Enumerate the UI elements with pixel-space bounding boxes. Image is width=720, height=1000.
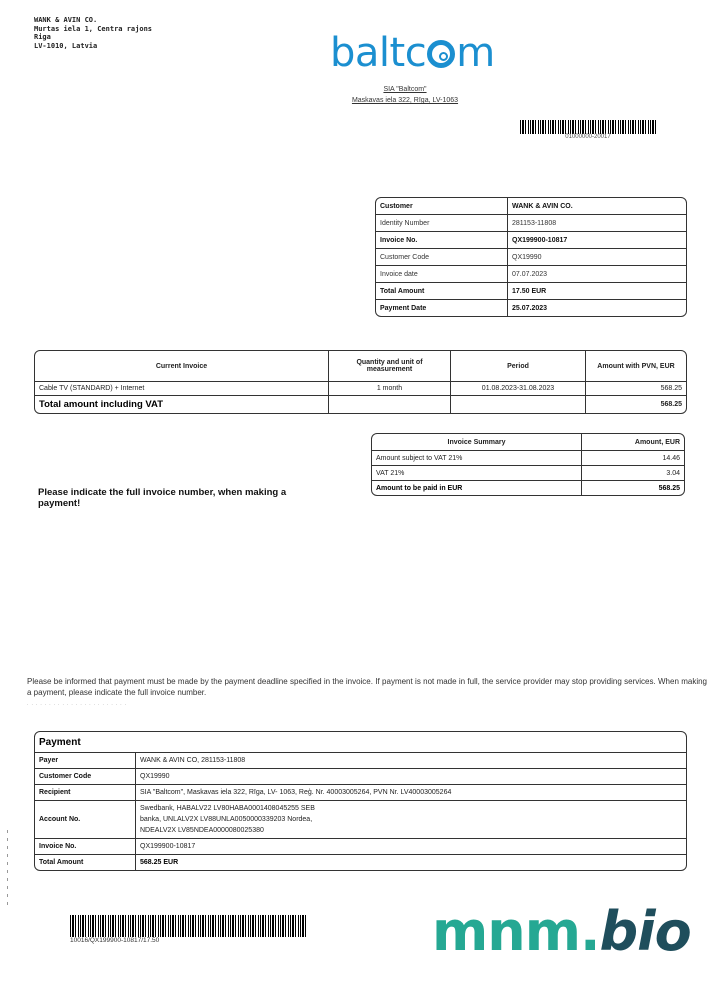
baltcom-logo — [330, 30, 495, 76]
total-amount-value: 568.25 EUR — [136, 855, 687, 871]
info-row — [376, 232, 686, 249]
invoice-info-box — [375, 197, 687, 317]
col-current-invoice: Current Invoice — [35, 351, 329, 382]
info-label: Customer Code — [376, 249, 508, 266]
customer-code-label: Customer Code — [35, 769, 136, 785]
summary-row — [372, 481, 684, 496]
account-value — [136, 801, 687, 839]
total-row — [35, 396, 686, 414]
payer-value: WANK & AVIN CO, 281153-11808 — [136, 753, 687, 769]
logo-o-icon — [427, 40, 455, 68]
summary-row — [372, 466, 684, 481]
col-amount: Amount with PVN, EUR — [586, 351, 687, 382]
invoice-no-label: Invoice No. — [35, 839, 136, 855]
total-amount-label: Total Amount — [35, 855, 136, 871]
info-label: Identity Number — [376, 215, 508, 232]
info-value: 25.07.2023 — [508, 300, 687, 317]
table-row — [35, 382, 686, 396]
current-invoice-box — [34, 350, 687, 414]
table-row — [35, 839, 686, 855]
top-barcode-number: 01000000-20017 — [565, 134, 611, 140]
bottom-barcode — [70, 915, 308, 937]
col-quantity: Quantity and unit of measurement — [329, 351, 451, 382]
service-cell: Cable TV (STANDARD) + Internet — [35, 382, 329, 396]
summary-value: 568.25 — [582, 481, 685, 496]
total-label: Total amount including VAT — [35, 396, 329, 414]
info-value: WANK & AVIN CO. — [508, 198, 687, 215]
amount-cell: 568.25 — [586, 382, 687, 396]
company-address — [330, 84, 480, 106]
sender-line1: Murtas iela 1, Centra rajons — [34, 24, 153, 33]
top-barcode — [520, 120, 656, 134]
info-label: Invoice date — [376, 266, 508, 283]
table-row — [35, 801, 686, 839]
info-row — [376, 266, 686, 283]
summary-row — [372, 451, 684, 466]
watermark-part-a: mnm. — [432, 900, 600, 963]
summary-label: Amount to be paid in EUR — [372, 481, 582, 496]
quantity-cell: 1 month — [329, 382, 451, 396]
info-label: Customer — [376, 198, 508, 215]
info-row — [376, 300, 686, 317]
company-street: Maskavas iela 322, Rīga, LV-1063 — [351, 97, 459, 104]
summary-value: 3.04 — [582, 466, 685, 481]
invoice-info-table — [376, 198, 686, 316]
table-row — [35, 769, 686, 785]
logo-text-part-a: baltc — [330, 30, 427, 76]
account-line: banka, UNLALV2X LV88UNLA0050000339203 Nordea, — [140, 816, 313, 823]
info-value: 17.50 EUR — [508, 283, 687, 300]
info-row — [376, 198, 686, 215]
summary-header: Invoice Summary — [372, 434, 582, 451]
info-label: Invoice No. — [376, 232, 508, 249]
payment-table — [35, 732, 686, 870]
side-margin-marks — [4, 830, 10, 930]
recipient-value: SIA "Baltcom", Maskavas iela 322, Rīga, LV- 1063, Reģ. Nr. 40003005264, PVN Nr. LV40003005264 — [136, 785, 687, 801]
info-value: 281153-11808 — [508, 215, 687, 232]
table-row — [35, 753, 686, 769]
recipient-label: Recipient — [35, 785, 136, 801]
table-row — [35, 855, 686, 871]
watermark-part-b: bio — [599, 900, 691, 963]
invoice-summary-table — [372, 434, 684, 495]
account-label: Account No. — [35, 801, 136, 839]
account-line: NDEALV2X LV85NDEA0000080025380 — [140, 827, 264, 834]
info-value: QX19990 — [508, 249, 687, 266]
summary-value: 14.46 — [582, 451, 685, 466]
info-row — [376, 249, 686, 266]
logo-text-part-b: m — [456, 30, 495, 76]
payment-box — [34, 731, 687, 871]
watermark-logo — [432, 902, 691, 962]
customer-code-value: QX19990 — [136, 769, 687, 785]
empty-cell — [451, 396, 586, 414]
account-line: Swedbank, HABALV22 LV80HABA0001408045255 SEB — [140, 805, 315, 812]
period-cell: 01.08.2023-31.08.2023 — [451, 382, 586, 396]
invoice-summary-box — [371, 433, 685, 496]
payment-title: Payment — [35, 732, 686, 753]
sender-line2: Riga — [34, 33, 51, 41]
payer-label: Payer — [35, 753, 136, 769]
info-value: QX199900-10817 — [508, 232, 687, 249]
info-row — [376, 215, 686, 232]
info-label: Payment Date — [376, 300, 508, 317]
total-value: 568.25 — [586, 396, 687, 414]
bottom-barcode-number: 10016/QX199900-10817/17.50 — [70, 937, 160, 944]
info-row — [376, 283, 686, 300]
summary-amount-header: Amount, EUR — [582, 434, 685, 451]
summary-label: VAT 21% — [372, 466, 582, 481]
empty-cell — [329, 396, 451, 414]
info-value: 07.07.2023 — [508, 266, 687, 283]
current-invoice-table — [35, 351, 686, 413]
sender-address — [34, 16, 152, 50]
invoice-no-value: QX199900-10817 — [136, 839, 687, 855]
payment-notice: Please be informed that payment must be made by the payment deadline specified in the invoice. If payment is not made in full, the service provider may stop providing services. When making a payment, please indicate the full invoice number. — [27, 677, 707, 697]
payment-hint: Please indicate the full invoice number, when making a payment! — [38, 487, 287, 509]
notice-fine-print: · · · · · · · · · · · · · · · · · · · · · · · — [27, 702, 128, 707]
company-name: SIA "Baltcom" — [383, 86, 427, 93]
summary-label: Amount subject to VAT 21% — [372, 451, 582, 466]
sender-name: WANK & AVIN CO. — [34, 16, 98, 24]
info-label: Total Amount — [376, 283, 508, 300]
sender-line3: LV-1010, Latvia — [34, 41, 98, 50]
col-period: Period — [451, 351, 586, 382]
table-row — [35, 785, 686, 801]
